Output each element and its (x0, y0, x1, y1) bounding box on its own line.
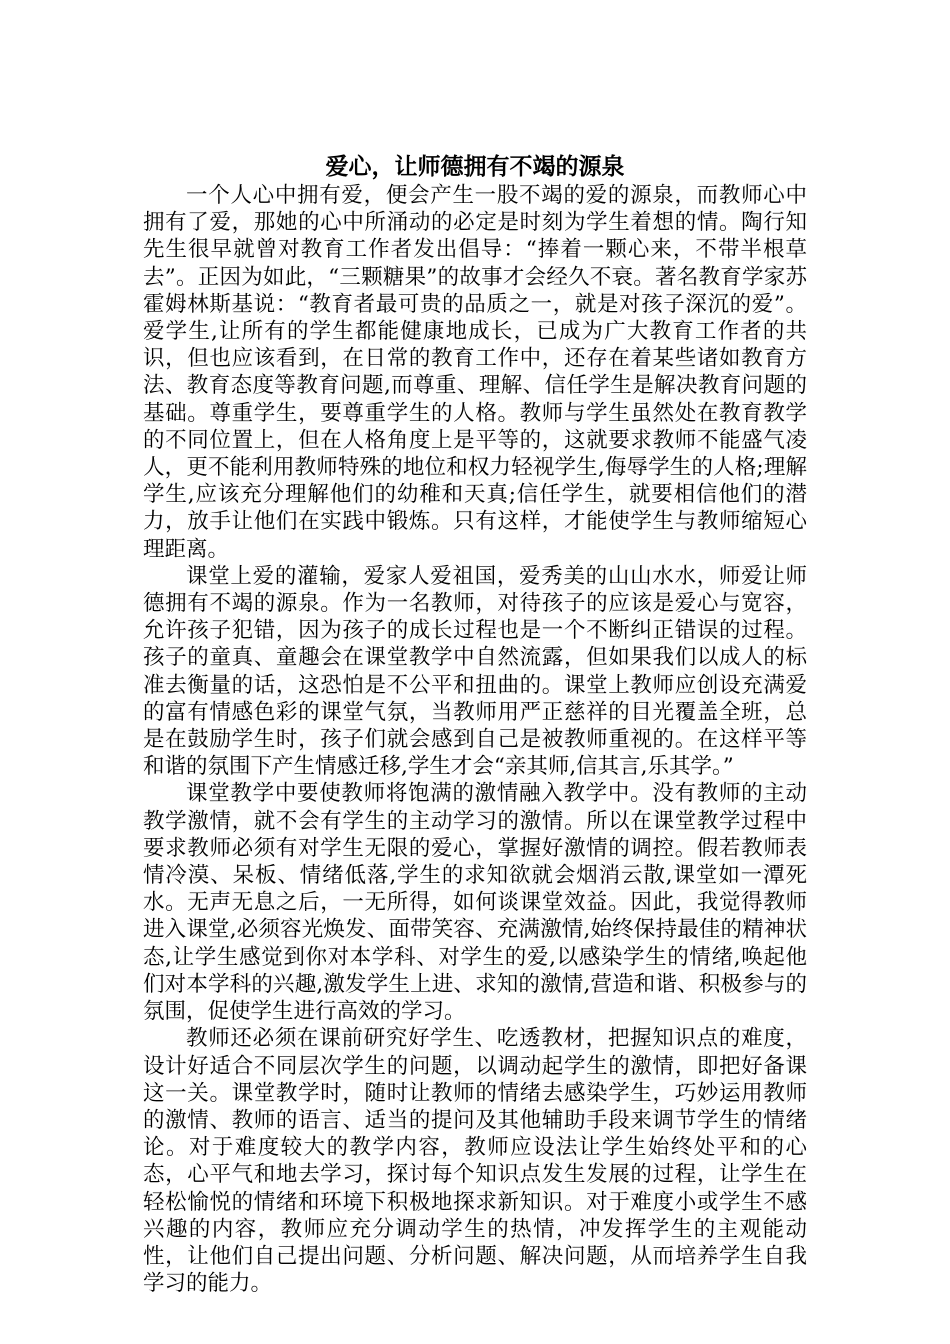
document-body (143, 182, 807, 1297)
paragraph-4: 教师还必须在课前研究好学生、吃透教材，把握知识点的难度，设计好适合不同层次学生的问题，以调动起学生的激情，即把好备课这一关。课堂教学时，随时让教师的情绪去感染学生，巧妙运用教师的激情、教师的语言、适当的提问及其他辅助手段来调节学生的情绪论。对于难度较大的教学内容，教师应设法让学生始终处平和的心态，心平气和地去学习，探讨每个知识点发生发展的过程，让学生在轻松愉悦的情绪和环境下积极地探求新知识。对于难度小或学生不感兴趣的内容，教师应充分调动学生的热情，冲发挥学生的主观能动性，让他们自己提出问题、分析问题、解决问题，从而培养学生自我学习的能力。 (143, 1026, 807, 1297)
paragraph-2: 课堂上爱的灌输，爱家人爱祖国，爱秀美的山山水水，师爱让师德拥有不竭的源泉。作为一名教师，对待孩子的应该是爱心与宽容，允许孩子犯错，因为孩子的成长过程也是一个不断纠正错误的过程。孩子的童真、童趣会在课堂教学中自然流露，但如果我们以成人的标准去衡量的话，这恐怕是不公平和扭曲的。课堂上教师应创设充满爱的富有情感色彩的课堂气氛，当教师用严正慈祥的目光覆盖全班，总是在鼓励学生时，孩子们就会感到自己是被教师重视的。在这样平等和谐的氛围下产生情感迁移,学生才会“亲其师,信其言,乐其学。” (143, 563, 807, 780)
paragraph-1: 一个人心中拥有爱，便会产生一股不竭的爱的源泉，而教师心中拥有了爱，那她的心中所涌动的必定是时刻为学生着想的情。陶行知先生很早就曾对教育工作者发出倡导：“捧着一颗心来，不带半根草去”。正因为如此，“三颗糖果”的故事才会经久不衰。著名教育学家苏霍姆林斯基说：“教育者最可贵的品质之一，就是对孩子深沉的爱”。爱学生,让所有的学生都能健康地成长，已成为广大教育工作者的共识，但也应该看到，在日常的教育工作中，还存在着某些诸如教育方法、教育态度等教育问题,而尊重、理解、信任学生是解决教育问题的基础。尊重学生，要尊重学生的人格。教师与学生虽然处在教育教学的不同位置上，但在人格角度上是平等的，这就要求教师不能盛气凌人，更不能利用教师特殊的地位和权力轻视学生,侮辱学生的人格;理解学生,应该充分理解他们的幼稚和天真;信任学生，就要相信他们的潜力，放手让他们在实践中锻炼。只有这样，才能使学生与教师缩短心理距离。 (143, 183, 807, 562)
document-title: 爱心，让师德拥有不竭的源泉 (325, 154, 625, 180)
paragraph-3: 课堂教学中要使教师将饱满的激情融入教学中。没有教师的主动教学激情，就不会有学生的主动学习的激情。所以在课堂教学过程中要求教师必须有对学生无限的爱心，掌握好激情的调控。假若教师表情冷漠、呆板、情绪低落,学生的求知欲就会烟消云散,课堂如一潭死水。无声无息之后，一无所得，如何谈课堂效益。因此，我觉得教师进入课堂,必须容光焕发、面带笑容、充满激情,始终保持最佳的精神状态,让学生感觉到你对本学科、对学生的爱,以感染学生的情绪,唤起他们对本学科的兴趣,激发学生上进、求知的激情,营造和谐、积极参与的氛围，促使学生进行高效的学习。 (143, 781, 807, 1025)
